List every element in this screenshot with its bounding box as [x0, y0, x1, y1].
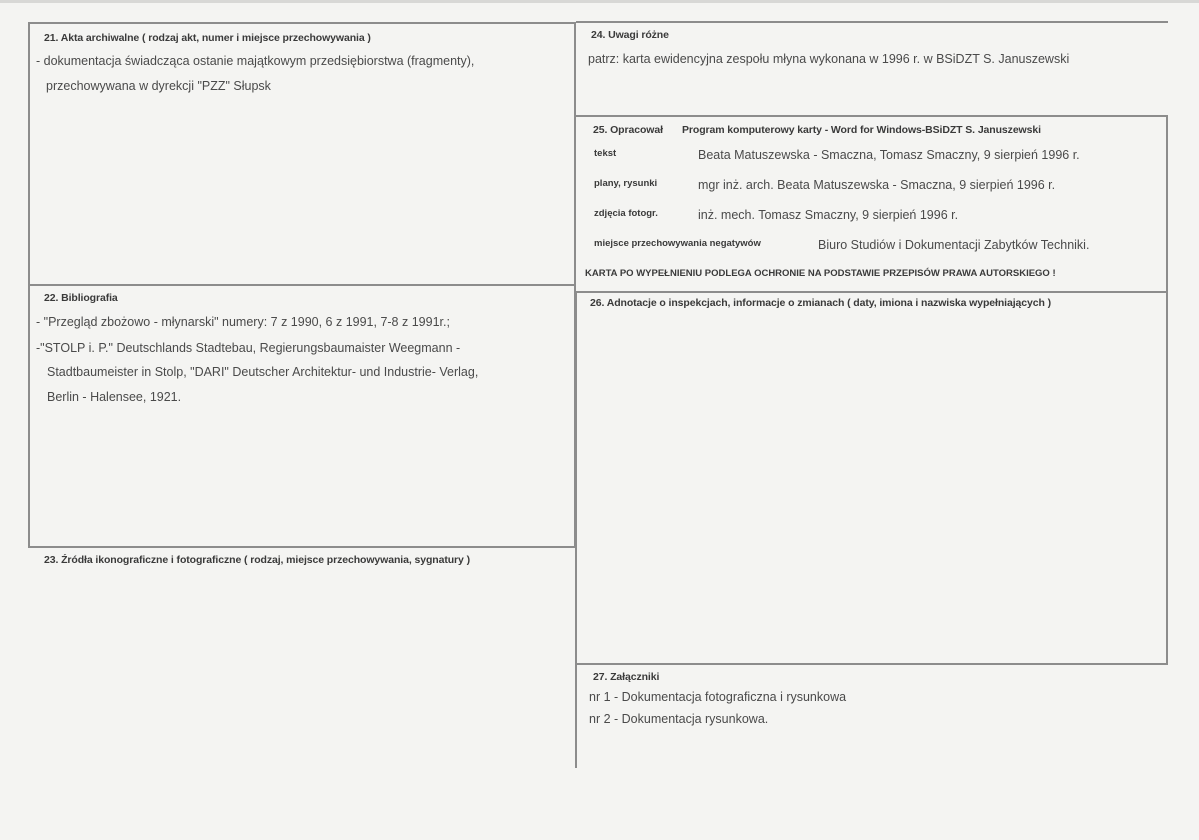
s25-value-photos: inż. mech. Tomasz Smaczny, 9 sierpień 1996 r. — [698, 208, 959, 222]
s25-title: 25. Opracował — [593, 124, 663, 136]
s25-value-plans: mgr inż. arch. Beata Matuszewska - Smaczna, 9 sierpień 1996 r. — [698, 178, 1056, 192]
s24-text: patrz: karta ewidencyjna zespołu młyna wykonana w 1996 r. w BSiDZT S. Januszewski — [588, 52, 1070, 66]
rule-s26-top — [576, 291, 1168, 293]
s27-line-1: nr 1 - Dokumentacja fotograficzna i rysunkowa — [589, 690, 847, 704]
s26-title: 26. Adnotacje o inspekcjach, informacje o zmianach ( daty, imiona i nazwiska wypełniających ) — [590, 297, 1052, 309]
s25-label-plans: plany, rysunki — [594, 178, 658, 189]
s25-storage-label: miejsce przechowywania negatywów — [594, 238, 761, 249]
rule-left — [28, 22, 30, 548]
s21-line-2: przechowywana w dyrekcji "PZZ" Słupsk — [46, 79, 271, 93]
s22-title: 22. Bibliografia — [44, 292, 118, 304]
s27-title: 27. Załączniki — [593, 671, 660, 683]
page-top-edge — [0, 0, 1199, 3]
copyright-notice: KARTA PO WYPEŁNIENIU PODLEGA OCHRONIE NA PODSTAWIE PRZEPISÓW PRAWA AUTORSKIEGO ! — [585, 268, 1056, 279]
s25-storage-value: Biuro Studiów i Dokumentacji Zabytków Techniki. — [818, 238, 1090, 252]
rule-top-left — [28, 22, 576, 24]
s22-line-2: -"STOLP i. P." Deutschlands Stadtebau, Regierungsbaumaister Weegmann - — [36, 341, 461, 355]
s22-line-3: Stadtbaumeister in Stolp, "DARI" Deutscher Architektur- und Industrie- Verlag, — [47, 365, 479, 379]
rule-right — [1166, 115, 1168, 665]
rule-s23-top — [28, 546, 576, 548]
s24-title: 24. Uwagi różne — [591, 29, 669, 41]
s21-title: 21. Akta archiwalne ( rodzaj akt, numer i miejsce przechowywania ) — [44, 32, 371, 44]
rule-s22-top — [28, 284, 576, 286]
rule-top-right — [576, 21, 1168, 23]
rule-s27-top — [576, 663, 1166, 665]
s22-line-1: - "Przegląd zbożowo - młynarski" numery: 7 z 1990, 6 z 1991, 7-8 z 1991r.; — [36, 315, 450, 329]
s23-title: 23. Źródła ikonograficzne i fotograficzne ( rodzaj, miejsce przechowywania, sygnatury ) — [44, 554, 470, 566]
s27-line-2: nr 2 - Dokumentacja rysunkowa. — [589, 712, 769, 726]
rule-middle-lower — [575, 291, 577, 768]
s22-line-4: Berlin - Halensee, 1921. — [47, 390, 182, 404]
s21-line-1: - dokumentacja świadcząca ostanie majątkowym przedsiębiorstwa (fragmenty), — [36, 54, 475, 68]
s25-label-text: tekst — [594, 148, 617, 159]
s25-program: Program komputerowy karty - Word for Windows-BSiDZT S. Januszewski — [682, 124, 1041, 136]
rule-s25-top — [576, 115, 1168, 117]
s25-value-text: Beata Matuszewska - Smaczna, Tomasz Smaczny, 9 sierpień 1996 r. — [698, 148, 1080, 162]
s25-label-photos: zdjęcia fotogr. — [594, 208, 658, 219]
